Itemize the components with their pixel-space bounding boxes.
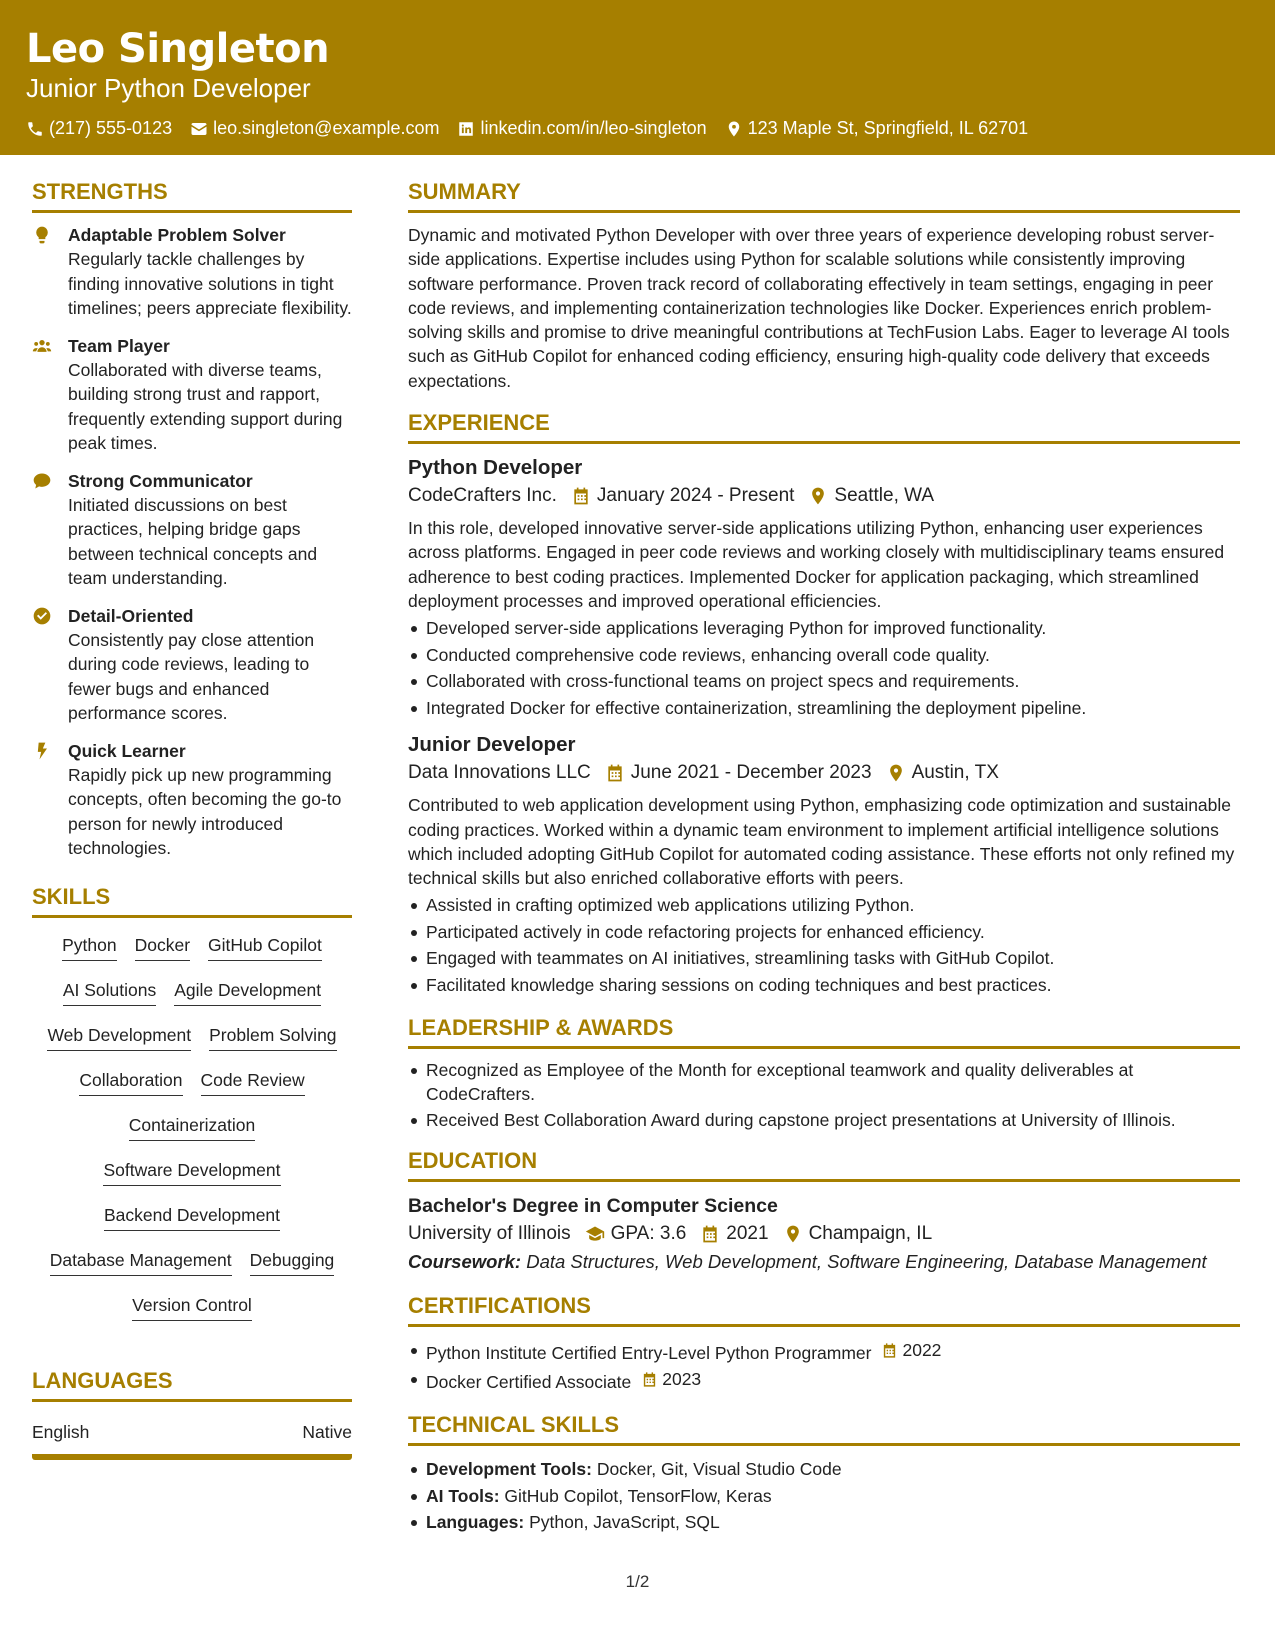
job-location xyxy=(808,482,934,510)
certifications-list xyxy=(408,1337,1240,1396)
skill-tag: Containerization xyxy=(129,1113,255,1141)
strength-desc: Rapidly pick up new programming concepts, often becoming the go-to person for newly introduced technologies. xyxy=(68,764,342,858)
list-item: Collaborated with cross-functional teams on project specs and requirements. xyxy=(408,668,1240,695)
map-pin-icon xyxy=(783,1224,803,1244)
skills-list xyxy=(32,928,352,1333)
envelope-icon xyxy=(190,120,208,138)
tech-skill-label: Development Tools: xyxy=(426,1459,592,1480)
school-location-text: Champaign, IL xyxy=(808,1222,933,1244)
tech-skill-value: Python, JavaScript, SQL xyxy=(524,1512,720,1533)
list-item: Recognized as Employee of the Month for exceptional teamwork and quality deliverables at CodeCrafters. xyxy=(408,1059,1240,1106)
skill-tag: Collaboration xyxy=(79,1068,182,1096)
contact-email[interactable] xyxy=(190,118,439,139)
strength-title: Strong Communicator xyxy=(68,470,253,491)
skill-tag: Software Development xyxy=(103,1158,280,1186)
skill-tag: Python xyxy=(62,933,116,961)
strength-desc: Consistently pay close attention during code reviews, leading to fewer bugs and enhanced performance scores. xyxy=(68,629,315,723)
cert-name: Python Institute Certified Entry-Level Python Programmer xyxy=(426,1342,872,1363)
skill-tag: Backend Development xyxy=(104,1203,280,1231)
strength-item xyxy=(32,469,352,591)
list-item: Conducted comprehensive code reviews, enhancing overall code quality. xyxy=(408,642,1240,669)
skill-tag: GitHub Copilot xyxy=(208,933,322,961)
experience-heading: EXPERIENCE xyxy=(408,409,1240,444)
list-item xyxy=(408,1483,1240,1510)
coursework-text: Data Structures, Web Development, Software Engineering, Database Management xyxy=(521,1250,1207,1272)
cert-name: Docker Certified Associate xyxy=(426,1371,632,1392)
awards-list xyxy=(408,1059,1240,1133)
calendar-icon xyxy=(700,1224,720,1244)
cert-date xyxy=(641,1366,701,1393)
contact-phone[interactable] xyxy=(26,118,172,139)
language-level: Native xyxy=(302,1421,352,1442)
job-location xyxy=(886,759,999,787)
list-item xyxy=(408,1456,1240,1483)
coursework xyxy=(408,1250,1240,1274)
gpa-text: GPA: 3.6 xyxy=(610,1222,687,1244)
job-company: Data Innovations LLC xyxy=(408,762,591,784)
language-row xyxy=(32,1412,352,1460)
strength-item xyxy=(32,334,352,456)
skill-tag: Web Development xyxy=(47,1023,191,1051)
strength-item xyxy=(32,604,352,726)
users-icon xyxy=(32,336,52,356)
gpa xyxy=(585,1220,687,1248)
contact-address xyxy=(725,118,1029,139)
list-item: Facilitated knowledge sharing sessions on coding techniques and best practices. xyxy=(408,972,1240,999)
left-column xyxy=(32,178,352,1460)
job-dates-text: January 2024 - Present xyxy=(596,485,795,507)
technical-skills-list xyxy=(408,1456,1240,1536)
contact-linkedin[interactable] xyxy=(457,118,706,139)
job-location-text: Seattle, WA xyxy=(834,485,935,507)
phone-icon xyxy=(26,120,44,138)
calendar-icon xyxy=(881,1342,898,1359)
calendar-icon xyxy=(641,1371,658,1388)
list-item xyxy=(408,1509,1240,1536)
job-title: Junior Developer xyxy=(408,733,576,757)
strength-item xyxy=(32,223,352,321)
job-meta xyxy=(408,759,1240,787)
tech-skill-label: Languages: xyxy=(426,1512,525,1533)
address-text: 123 Maple St, Springfield, IL 62701 xyxy=(747,118,1029,138)
graduation-year-text: 2021 xyxy=(726,1222,769,1244)
strength-title: Adaptable Problem Solver xyxy=(68,225,286,245)
right-column xyxy=(408,178,1240,1536)
list-item xyxy=(408,1366,1240,1395)
job-dates xyxy=(571,482,795,510)
linkedin-text: linkedin.com/in/leo-singleton xyxy=(480,118,707,138)
lightbulb-icon xyxy=(32,225,52,245)
cert-year: 2022 xyxy=(902,1339,942,1360)
resume-header xyxy=(0,0,1275,155)
skill-tag: Code Review xyxy=(201,1068,305,1096)
candidate-role: Junior Python Developer xyxy=(26,73,311,103)
check-circle-icon xyxy=(32,606,52,626)
job-location-text: Austin, TX xyxy=(911,762,999,784)
job-entry xyxy=(408,731,1240,998)
skill-tag: Docker xyxy=(135,933,190,961)
job-dates xyxy=(605,759,872,787)
list-item: Developed server-side applications leveraging Python for improved functionality. xyxy=(408,615,1240,642)
job-dates-text: June 2021 - December 2023 xyxy=(630,762,872,784)
job-bullets xyxy=(408,892,1240,998)
graduation-cap-icon xyxy=(585,1224,605,1244)
strength-desc: Regularly tackle challenges by finding innovative solutions in tight timelines; peers appreciate flexibility. xyxy=(68,249,352,318)
skill-tag: Version Control xyxy=(132,1293,252,1321)
tech-skill-value: Docker, Git, Visual Studio Code xyxy=(591,1459,842,1480)
list-item: Assisted in crafting optimized web applications utilizing Python. xyxy=(408,892,1240,919)
language-name: English xyxy=(32,1421,90,1442)
skill-tag: Debugging xyxy=(250,1248,335,1276)
strength-desc: Initiated discussions on best practices, helping bridge gaps between technical concepts and team understanding. xyxy=(68,494,318,588)
map-pin-icon xyxy=(725,120,743,138)
bolt-icon xyxy=(32,741,52,761)
email-text: leo.singleton@example.com xyxy=(213,118,440,138)
strength-title: Detail-Oriented xyxy=(68,605,194,626)
school-name: University of Illinois xyxy=(408,1222,571,1244)
skills-heading: SKILLS xyxy=(32,883,352,918)
education-heading: EDUCATION xyxy=(408,1147,1240,1182)
job-title: Python Developer xyxy=(408,456,583,480)
job-description: In this role, developed innovative server-side applications utilizing Python, enhancing user experiences across platforms. Engaged in peer code reviews and working closely with multidisciplinary teams ensured adherence to best coding practices. Implemented Docker for application packaging, which streamlined deployment processes and improved operational efficiencies. xyxy=(408,518,1225,611)
strength-desc: Collaborated with diverse teams, building strong trust and rapport, frequently extending support during peak times. xyxy=(68,359,343,453)
skill-tag: Problem Solving xyxy=(209,1023,336,1051)
certifications-heading: CERTIFICATIONS xyxy=(408,1292,1240,1327)
map-pin-icon xyxy=(808,486,828,506)
job-meta xyxy=(408,482,1240,510)
skill-tag: Agile Development xyxy=(174,978,321,1006)
job-bullets xyxy=(408,615,1240,721)
skill-tag: Database Management xyxy=(50,1248,232,1276)
linkedin-icon xyxy=(457,120,475,138)
education-meta xyxy=(408,1220,1240,1248)
technical-skills-heading: TECHNICAL SKILLS xyxy=(408,1411,1240,1446)
job-description: Contributed to web application development using Python, emphasizing code optimization and sustainable coding practices. Worked within a dynamic team environment to implement artificial intelligence solutions which included adopting GitHub Copilot for automated coding assistance. These efforts not only refined my technical skills but also enriched collaborative efforts with peers. xyxy=(408,795,1235,889)
summary-text: Dynamic and motivated Python Developer with over three years of experience developing robust server-side applications. Expertise includes using Python for scalable solutions while consistently improving software performance. Proven track record of collaborating effectively in team settings, engaging in peer code reviews, and implementing containerization technologies like Docker. Experiences enrich problem-solving skills and promise to drive meaningful contributions at TechFusion Labs. Eager to leverage AI tools such as GitHub Copilot for enhanced coding efficiency, ensuring high-quality code delivery that exceeds expectations. xyxy=(408,225,1230,391)
candidate-name: Leo Singleton xyxy=(26,26,330,72)
list-item xyxy=(408,1337,1240,1366)
tech-skill-value: GitHub Copilot, TensorFlow, Keras xyxy=(499,1485,772,1506)
tech-skill-label: AI Tools: xyxy=(426,1485,500,1506)
map-pin-icon xyxy=(886,763,906,783)
calendar-icon xyxy=(571,486,591,506)
coursework-label: Coursework: xyxy=(408,1250,522,1272)
contact-bar xyxy=(26,118,1249,139)
school-location xyxy=(783,1220,933,1248)
graduation-year xyxy=(700,1220,768,1248)
job-company: CodeCrafters Inc. xyxy=(408,485,557,507)
cert-year: 2023 xyxy=(662,1369,702,1390)
strength-item xyxy=(32,739,352,861)
calendar-icon xyxy=(605,763,625,783)
cert-date xyxy=(881,1337,941,1364)
languages-heading: LANGUAGES xyxy=(32,1367,352,1402)
awards-heading: LEADERSHIP & AWARDS xyxy=(408,1014,1240,1049)
strength-title: Team Player xyxy=(68,335,170,356)
page-number: 1/2 xyxy=(625,1572,650,1591)
job-entry xyxy=(408,454,1240,721)
strength-title: Quick Learner xyxy=(68,740,186,761)
list-item: Received Best Collaboration Award during capstone project presentations at University of Illinois. xyxy=(408,1109,1240,1133)
comment-icon xyxy=(32,471,52,491)
phone-text: (217) 555-0123 xyxy=(49,118,173,138)
list-item: Integrated Docker for effective containerization, streamlining the deployment pipeline. xyxy=(408,695,1240,722)
list-item: Participated actively in code refactoring projects for enhanced efficiency. xyxy=(408,919,1240,946)
strengths-heading: STRENGTHS xyxy=(32,178,352,213)
skill-tag: AI Solutions xyxy=(63,978,156,1006)
list-item: Engaged with teammates on AI initiatives, streamlining tasks with GitHub Copilot. xyxy=(408,945,1240,972)
degree-title: Bachelor's Degree in Computer Science xyxy=(408,1194,778,1217)
summary-heading: SUMMARY xyxy=(408,178,1240,213)
